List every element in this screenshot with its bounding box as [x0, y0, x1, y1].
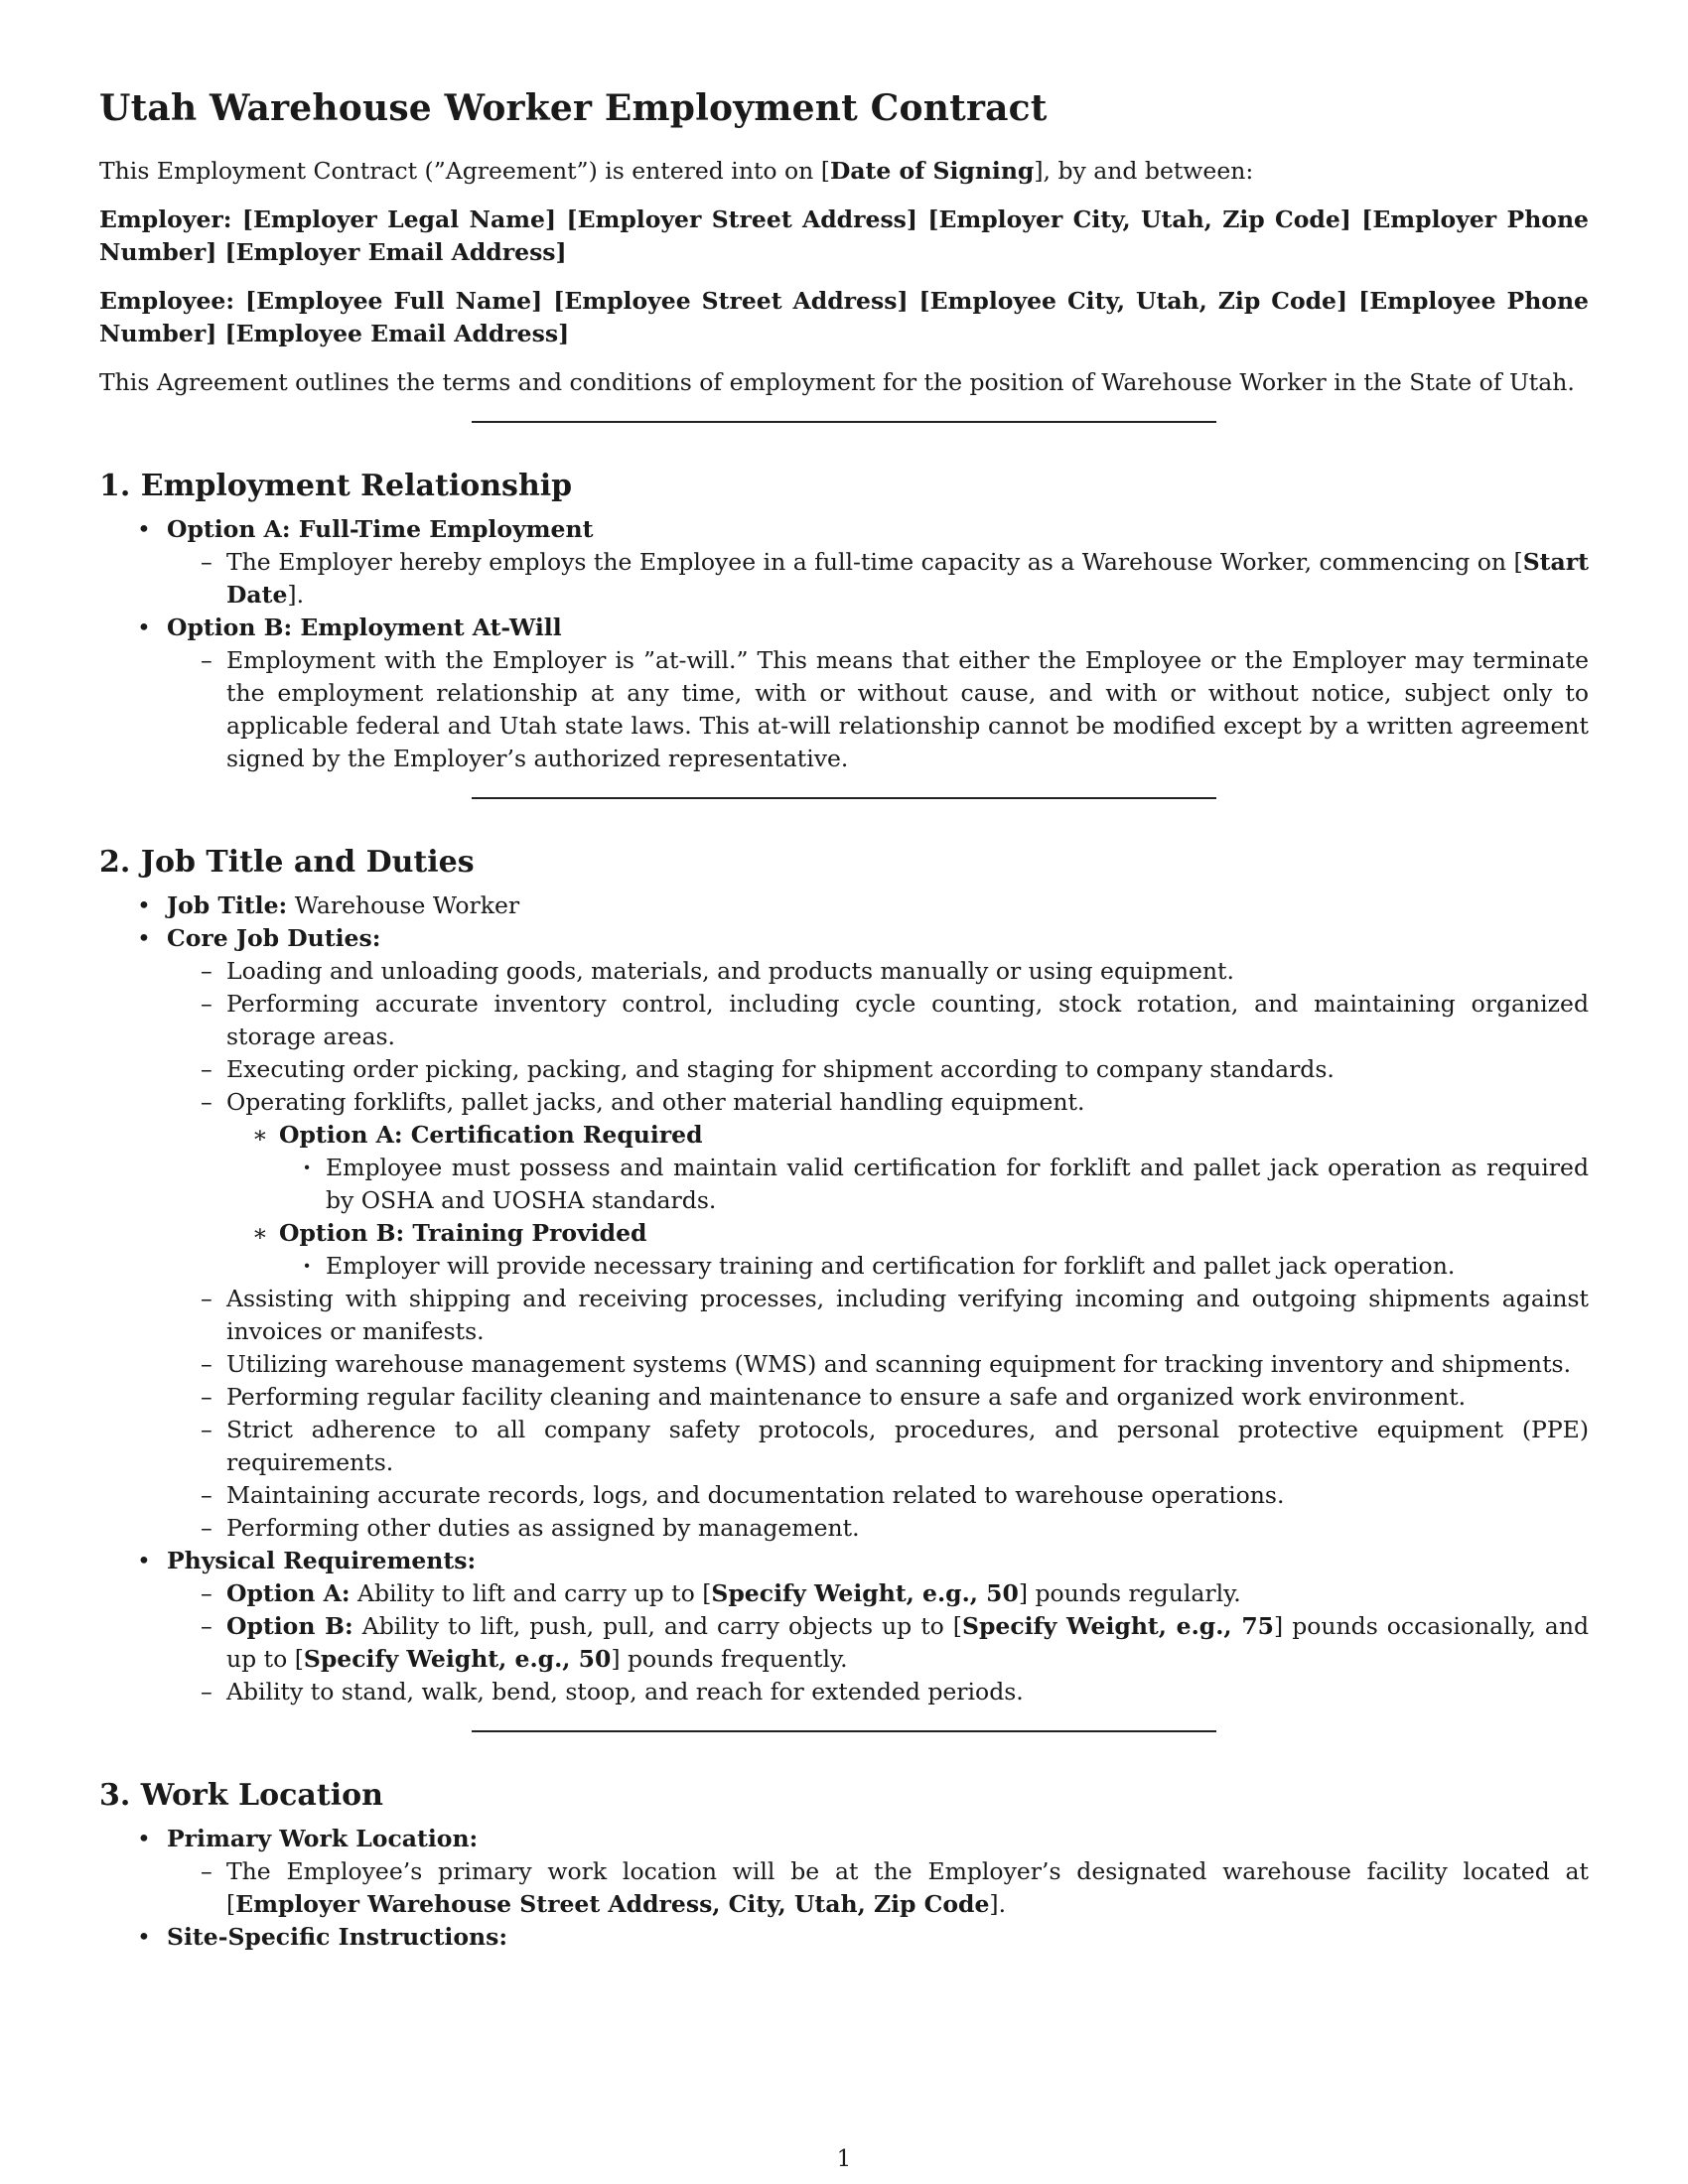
list-item: – Operating forklifts, pallet jacks, and other material handling equipment. ∗ Option A: Certification Required · Employee must possess and maintain valid certification for forklift and pallet jack operation as required by OSHA and UOSHA standards. ∗ Option B: Training Provided · Employer will provide necessary training and certification for forklift and pallet jack operation.: [167, 1086, 1589, 1283]
list-item: – Performing other duties as assigned by management.: [167, 1512, 1589, 1545]
employer-label: Employer:: [99, 205, 232, 233]
list-item: · Employer will provide necessary training and certification for forklift and pallet jack operation.: [279, 1250, 1589, 1283]
list-item: [99, 889, 1589, 922]
section-3-heading: 3. Work Location: [99, 1778, 383, 1813]
list-item: – Performing regular facility cleaning and maintenance to ensure a safe and organized work environment.: [167, 1381, 1589, 1414]
site-instructions-label: Site-Specific Instructions:: [167, 1923, 508, 1951]
section-2-list: [99, 889, 1589, 1708]
employee-label: Employee:: [99, 287, 235, 315]
list-item: [226, 1217, 1589, 1283]
weight-placeholder: Specify Weight, e.g., 50: [711, 1579, 1019, 1607]
list-item: [226, 1119, 1589, 1217]
list-item: – Option A: Ability to lift and carry up to [Specify Weight, e.g., 50] pounds regularly.: [167, 1577, 1589, 1610]
section-1-list: [99, 513, 1589, 775]
section-divider: [472, 797, 1216, 799]
list-item: · Employee must possess and maintain valid certification for forklift and pallet jack operation as required by OSHA and UOSHA standards.: [279, 1152, 1589, 1217]
document-page: [99, 87, 1589, 1954]
employee-block: [99, 285, 1589, 350]
warehouse-address-placeholder: Employer Warehouse Street Address, City, Utah, Zip Code: [235, 1890, 990, 1918]
list-item: [99, 1921, 1589, 1954]
intro-paragraph: This Employment Contract (”Agreement”) is entered into on [Date of Signing], by and between:: [99, 157, 1254, 185]
job-title-label: Job Title:: [167, 891, 288, 919]
section-divider: [472, 1730, 1216, 1732]
list-item: – Loading and unloading goods, materials, and products manually or using equipment.: [167, 955, 1589, 988]
list-item: – Assisting with shipping and receiving processes, including verifying incoming and outgoing shipments against invoices or manifests.: [167, 1283, 1589, 1348]
date-of-signing-placeholder: Date of Signing: [829, 157, 1035, 185]
option-b-label: Option B: Employment At-Will: [167, 614, 562, 641]
section-2-heading: 2. Job Title and Duties: [99, 845, 475, 880]
list-item: – Maintaining accurate records, logs, and documentation related to warehouse operations.: [167, 1479, 1589, 1512]
training-option-label: Option B: Training Provided: [279, 1219, 647, 1247]
list-item: – Option B: Ability to lift, push, pull, and carry objects up to [Specify Weight, e.g., 75] pounds occasionally, and up to [Specify Weight, e.g., 50] pounds frequently.: [167, 1610, 1589, 1676]
section-divider: [472, 421, 1216, 423]
list-item: [99, 1545, 1589, 1708]
section-1-heading: 1. Employment Relationship: [99, 469, 573, 503]
list-item: – Executing order picking, packing, and staging for shipment according to company standards.: [167, 1053, 1589, 1086]
document-title: Utah Warehouse Worker Employment Contract: [99, 87, 1048, 129]
list-item: – Performing accurate inventory control, including cycle counting, stock rotation, and maintaining organized storage areas.: [167, 988, 1589, 1053]
option-a-label: Option A: Full-Time Employment: [167, 515, 594, 543]
list-item: – Employment with the Employer is ”at-will.” This means that either the Employee or the Employer may terminate the employment relationship at any time, with or without cause, and with or without notice, subject only to applicable federal and Utah state laws. This at-will relationship cannot be modified except by a written agreement signed by the Employer’s authorized representative.: [167, 644, 1589, 775]
primary-location-label: Primary Work Location:: [167, 1825, 479, 1852]
certification-option-label: Option A: Certification Required: [279, 1121, 703, 1149]
page-number: 1: [836, 2146, 852, 2172]
section-3-list: [99, 1823, 1589, 1954]
list-item: – Ability to stand, walk, bend, stoop, and reach for extended periods.: [167, 1676, 1589, 1708]
employee-details: [Employee Full Name] [Employee Street Address] [Employee City, Utah, Zip Code] [Employee Phone Number] [Employee Email Address]: [99, 287, 1589, 347]
start-date-placeholder: Start Date: [226, 548, 1589, 609]
list-item: [99, 513, 1589, 612]
weight-placeholder: Specify Weight, e.g., 75: [961, 1612, 1275, 1640]
list-item: [99, 1823, 1589, 1921]
list-item: [99, 612, 1589, 775]
physical-requirements-label: Physical Requirements:: [167, 1547, 477, 1574]
employer-block: [99, 204, 1589, 269]
employer-details: [Employer Legal Name] [Employer Street Address] [Employer City, Utah, Zip Code] [Employer Phone Number] [Employer Email Address]: [99, 205, 1589, 266]
list-item: – The Employer hereby employs the Employee in a full-time capacity as a Warehouse Worker, commencing on [Start Date].: [167, 546, 1589, 612]
outline-paragraph: This Agreement outlines the terms and conditions of employment for the position of Warehouse Worker in the State of Utah.: [99, 368, 1575, 396]
job-title-value: Warehouse Worker: [294, 891, 520, 919]
list-item: – Strict adherence to all company safety protocols, procedures, and personal protective equipment (PPE) requirements.: [167, 1414, 1589, 1479]
list-item: – Utilizing warehouse management systems (WMS) and scanning equipment for tracking inventory and shipments.: [167, 1348, 1589, 1381]
list-item: [99, 922, 1589, 1545]
weight-placeholder: Specify Weight, e.g., 50: [303, 1645, 612, 1673]
core-duties-label: Core Job Duties:: [167, 924, 381, 952]
list-item: – The Employee’s primary work location will be at the Employer’s designated warehouse facility located at [Employer Warehouse Street Address, City, Utah, Zip Code].: [167, 1855, 1589, 1921]
